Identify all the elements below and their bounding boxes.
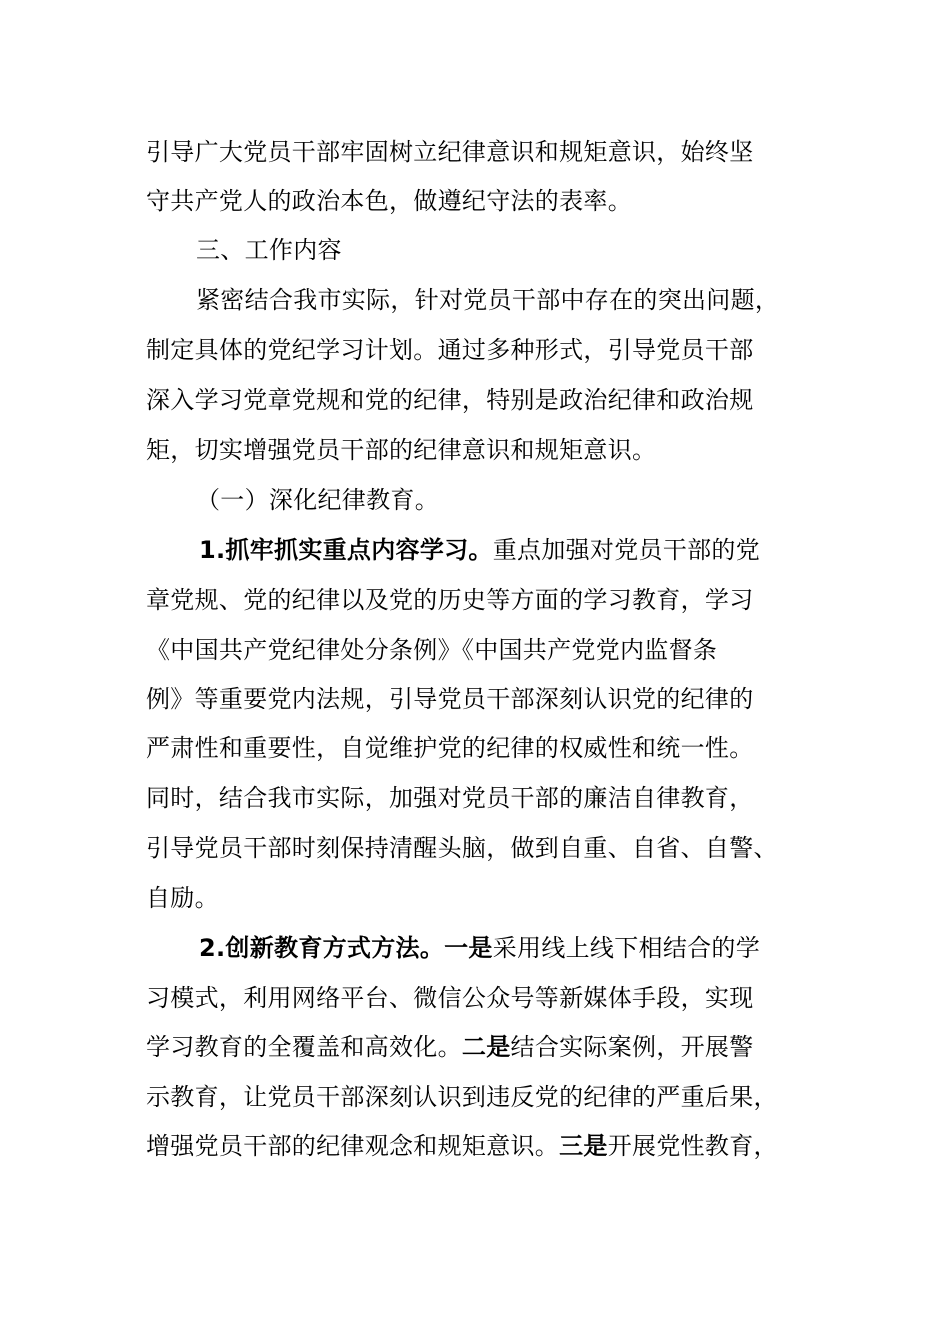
item-heading: 1.抓牢抓实重点内容学习。 — [199, 536, 493, 564]
text-line: 深入学习党章党规和党的纪律，特别是政治纪律和政治规 — [146, 386, 754, 414]
emphasis: 二是 — [461, 1033, 511, 1061]
text-line: 章党规、党的纪律以及党的历史等方面的学习教育，学习 — [146, 586, 754, 614]
text-span: 重点加强对党员干部的党 — [492, 536, 761, 564]
emphasis: 一是 — [444, 934, 493, 962]
text-line — [146, 1131, 816, 1161]
text-line: 制定具体的党纪学习计划。通过多种形式，引导党员干部 — [146, 336, 754, 364]
item-heading: 2.创新教育方式方法。 — [199, 934, 445, 962]
text-line: 《中国共产党纪律处分条例》《中国共产党党内监督条 — [146, 636, 718, 664]
text-line — [146, 1032, 816, 1062]
section-heading: 三、工作内容 — [196, 236, 342, 264]
text-span: 采用线上线下相结合的学 — [492, 934, 761, 962]
text-line: 引导广大党员干部牢固树立纪律意识和规矩意识，始终坚 — [146, 138, 754, 166]
text-line — [199, 933, 869, 963]
text-line: 示教育，让党员干部深刻认识到违反党的纪律的严重后果， — [146, 1083, 778, 1111]
text-line: 习模式，利用网络平台、微信公众号等新媒体手段，实现 — [146, 984, 754, 1012]
text-line: 严肃性和重要性，自觉维护党的纪律的权威性和统一性。 — [146, 734, 754, 762]
text-span: 结合实际案例，开展警 — [510, 1033, 754, 1061]
text-line: 矩，切实增强党员干部的纪律意识和规矩意识。 — [146, 436, 657, 464]
text-span: 增强党员干部的纪律观念和规矩意识。 — [146, 1132, 560, 1160]
text-line: 紧密结合我市实际，针对党员干部中存在的突出问题， — [196, 286, 780, 314]
text-line: 自励。 — [146, 884, 219, 912]
text-line: 例》等重要党内法规，引导党员干部深刻认识党的纪律的 — [146, 685, 754, 713]
text-line: 引导党员干部时刻保持清醒头脑，做到自重、自省、自警、 — [146, 834, 778, 862]
text-line: 守共产党人的政治本色，做遵纪守法的表率。 — [146, 187, 632, 215]
text-line: 同时，结合我市实际，加强对党员干部的廉洁自律教育， — [146, 784, 754, 812]
text-span: 开展党性教育， — [607, 1132, 778, 1160]
text-span: 学习教育的全覆盖和高效化。 — [146, 1033, 462, 1061]
emphasis: 三是 — [559, 1132, 608, 1160]
subsection-heading: （一）深化纪律教育。 — [196, 486, 439, 514]
text-line — [199, 535, 869, 565]
